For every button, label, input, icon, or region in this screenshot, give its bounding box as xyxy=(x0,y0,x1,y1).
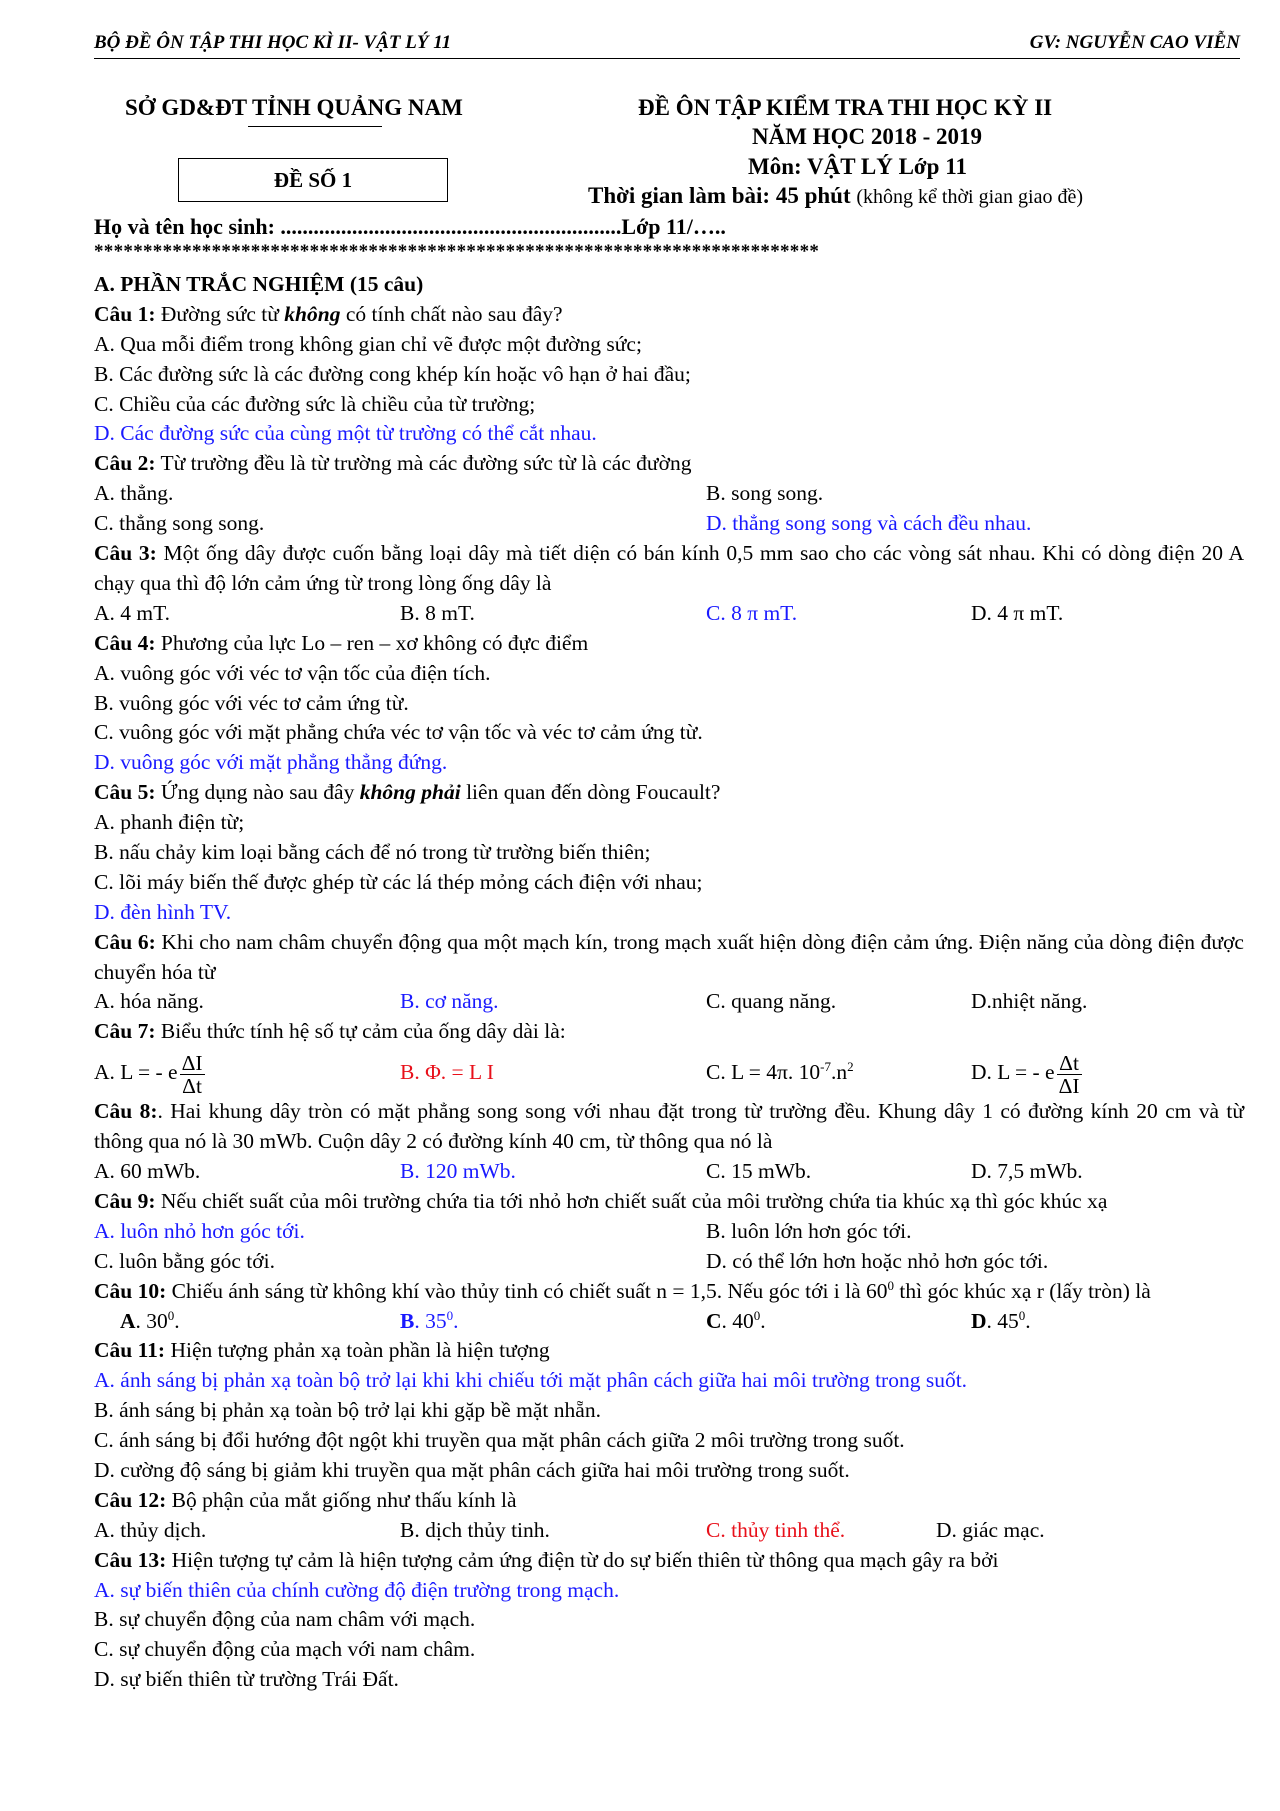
q13-text: Hiện tượng tự cảm là hiện tượng cảm ứng điện từ do sự biến thiên từ thông qua mạch gây ra bởi xyxy=(166,1547,999,1572)
q13-option-c: C. sự chuyển động của mạch với nam châm. xyxy=(94,1637,476,1662)
q7-c-exp2: 2 xyxy=(847,1059,854,1075)
q4-text: Phương của lực Lo – ren – xơ không có đực điểm xyxy=(155,630,589,655)
exam-code-box: ĐỀ SỐ 1 xyxy=(178,158,448,202)
q7-a-num: ΔI xyxy=(181,1050,203,1075)
q10-a-label: A xyxy=(120,1308,136,1333)
q1-label: Câu 1: xyxy=(94,301,156,326)
q4-label: Câu 4: xyxy=(94,630,156,655)
q12-text: Bộ phận của mắt giống như thấu kính là xyxy=(166,1487,517,1512)
q6-option-d: D.nhiệt năng. xyxy=(971,989,1088,1014)
q6-option-c: C. quang năng. xyxy=(706,989,837,1014)
q10-c-dot: . xyxy=(760,1308,766,1333)
running-header-right: GV: NGUYỄN CAO VIỄN xyxy=(1029,32,1240,53)
q5-text-end: liên quan đến dòng Foucault? xyxy=(460,780,721,805)
q12-label: Câu 12: xyxy=(94,1487,167,1512)
question-12 xyxy=(94,1486,1244,1516)
department-name: SỞ GD&ĐT TỈNH QUẢNG NAM xyxy=(125,95,463,120)
q2-option-a: A. thẳng. xyxy=(94,481,174,506)
q9-option-c: C. luôn bằng góc tới. xyxy=(94,1248,275,1273)
q3-options xyxy=(94,599,1244,629)
q3-text: Một ống dây được cuốn bằng loại dây mà tiết diện có bán kính 0,5 mm sao cho các vòng sát nhau. Khi có dòng điện 20 A chạy qua thì độ lớn cảm ứng từ trong lòng ống dây là xyxy=(94,541,1244,595)
q6-label: Câu 6: xyxy=(94,929,156,954)
running-header xyxy=(94,30,1240,59)
q10-option-d xyxy=(971,1307,1031,1337)
q1-option-d: D. Các đường sức của cùng một từ trường có thể cắt nhau. xyxy=(94,421,597,446)
school-year: NĂM HỌC 2018 - 2019 xyxy=(752,124,982,149)
q3-option-b: B. 8 mT. xyxy=(400,600,475,625)
q10-d-degree: 0 xyxy=(1018,1307,1026,1323)
q10-a-degree: 0 xyxy=(167,1307,175,1323)
question-5 xyxy=(94,778,1244,808)
q5-option-b: B. nấu chảy kim loại bằng cách để nó trong từ trường biến thiên; xyxy=(94,839,651,864)
department-underline xyxy=(248,126,382,127)
running-header-left: BỘ ĐỀ ÔN TẬP THI HỌC KÌ II- VẬT LÝ 11 xyxy=(94,32,452,53)
q10-text-1: Chiếu ánh sáng từ không khí vào thủy tinh có chiết suất n = 1,5. Nếu góc tới i là 60 xyxy=(166,1278,888,1303)
q10-label: Câu 10: xyxy=(94,1278,167,1303)
q7-c-main: C. L = 4π. 10 xyxy=(706,1060,821,1085)
q10-c-value: . 40 xyxy=(721,1308,754,1333)
q7-option-b: B. Φ. = L I xyxy=(400,1060,494,1085)
q7-label: Câu 7: xyxy=(94,1019,156,1044)
q1-text-end: có tính chất nào sau đây? xyxy=(340,301,563,326)
q10-a-value: . 30 xyxy=(135,1308,168,1333)
q11-option-c: C. ánh sáng bị đổi hướng đột ngột khi truyền qua mặt phân cách giữa 2 môi trường trong suốt. xyxy=(94,1428,905,1453)
time-note: (không kể thời gian giao đề) xyxy=(856,186,1084,208)
q2-options-row-2 xyxy=(94,509,1244,539)
q7-d-label: D. xyxy=(971,1060,992,1085)
q5-option-a: A. phanh điện từ; xyxy=(94,810,245,835)
q11-option-b: B. ánh sáng bị phản xạ toàn bộ trở lại khi gặp bề mặt nhẵn. xyxy=(94,1398,601,1423)
q2-option-c: C. thẳng song song. xyxy=(94,511,265,536)
q12-option-b: B. dịch thủy tinh. xyxy=(400,1517,550,1542)
question-9 xyxy=(94,1187,1244,1217)
q2-label: Câu 2: xyxy=(94,451,156,476)
q9-option-d: D. có thể lớn hơn hoặc nhỏ hơn góc tới. xyxy=(706,1248,1049,1273)
q1-option-b: B. Các đường sức là các đường cong khép kín hoặc vô hạn ở hai đầu; xyxy=(94,361,691,386)
q10-c-label: C xyxy=(706,1308,722,1333)
q3-option-c: C. 8 π mT. xyxy=(706,600,798,625)
question-6 xyxy=(94,928,1244,988)
q9-options-row-2 xyxy=(94,1247,1244,1277)
q11-option-d: D. cường độ sáng bị giảm khi truyền qua mặt phân cách giữa hai môi trường trong suốt. xyxy=(94,1457,850,1482)
q9-options-row-1 xyxy=(94,1217,1244,1247)
q2-text: Từ trường đều là từ trường mà các đường sức từ là các đường xyxy=(155,451,692,476)
q7-option-a xyxy=(94,1047,205,1097)
q8-options xyxy=(94,1157,1244,1187)
q10-option-b xyxy=(400,1307,458,1337)
q12-option-d: D. giác mạc. xyxy=(936,1517,1045,1542)
section-title: A. PHẦN TRẮC NGHIỆM (15 câu) xyxy=(94,272,424,296)
q12-option-a: A. thủy dịch. xyxy=(94,1517,207,1542)
q7-a-expr: L = - e xyxy=(120,1060,178,1085)
q9-option-a: A. luôn nhỏ hơn góc tới. xyxy=(94,1218,305,1243)
question-1 xyxy=(94,300,1244,330)
q4-option-d: D. vuông góc với mặt phẳng thẳng đứng. xyxy=(94,750,448,775)
q8-option-a: A. 60 mWb. xyxy=(94,1159,201,1184)
q6-text: Khi cho nam châm chuyển động qua một mạch kín, trong mạch xuất hiện dòng điện cảm ứng. Điện năng của dòng điện được chuyển hóa từ xyxy=(94,929,1244,984)
q10-text-2: thì góc khúc xạ r (lấy tròn) là xyxy=(894,1278,1151,1303)
q8-option-b: B. 120 mWb. xyxy=(400,1159,516,1184)
q7-c-mid: .n xyxy=(831,1060,848,1085)
q1-emphasis: không xyxy=(284,301,341,326)
q4-option-c: C. vuông góc với mặt phẳng chứa véc tơ vận tốc và véc tơ cảm ứng từ. xyxy=(94,720,703,745)
question-2 xyxy=(94,449,1244,479)
time-bold: Thời gian làm bài: 45 phút xyxy=(588,183,851,208)
question-3 xyxy=(94,539,1244,599)
q5-text: Ứng dụng nào sau đây xyxy=(155,780,360,805)
q7-c-exp: -7 xyxy=(820,1059,831,1075)
q4-option-b: B. vuông góc với véc tơ cảm ứng từ. xyxy=(94,690,409,715)
q7-d-fraction xyxy=(1057,1052,1082,1097)
q2-option-b: B. song song. xyxy=(706,481,824,506)
q6-option-a: A. hóa năng. xyxy=(94,989,204,1014)
q10-d-dot: . xyxy=(1025,1308,1031,1333)
q7-d-expr: L = - e xyxy=(997,1060,1055,1085)
question-4 xyxy=(94,629,1244,659)
q5-option-d: D. đèn hình TV. xyxy=(94,899,232,924)
q4-option-a: A. vuông góc với véc tơ vận tốc của điện tích. xyxy=(94,660,491,685)
q5-option-c: C. lõi máy biến thế được ghép từ các lá thép mỏng cách điện với nhau; xyxy=(94,869,703,894)
q11-text: Hiện tượng phản xạ toàn phần là hiện tượng xyxy=(165,1338,550,1363)
q10-b-value: . 35 xyxy=(414,1308,447,1333)
q7-a-fraction xyxy=(180,1052,205,1097)
q10-degree: 0 xyxy=(887,1277,895,1293)
q11-option-a: A. ánh sáng bị phản xạ toàn bộ trở lại khi khi chiếu tới mặt phân cách giữa hai môi trường trong suốt. xyxy=(94,1368,968,1393)
q8-option-d: D. 7,5 mWb. xyxy=(971,1159,1083,1184)
question-13 xyxy=(94,1546,1244,1576)
q7-options xyxy=(94,1047,1244,1097)
q5-label: Câu 5: xyxy=(94,780,156,805)
q7-d-den: ΔI xyxy=(1058,1073,1080,1098)
student-info-line: Họ và tên học sinh: ..............................................................Lớp 11/….. xyxy=(94,214,726,239)
question-11 xyxy=(94,1336,1244,1366)
question-8 xyxy=(94,1097,1244,1157)
q13-option-a: A. sự biến thiên của chính cường độ điện trường trong mạch. xyxy=(94,1577,620,1602)
q10-c-degree: 0 xyxy=(753,1307,761,1323)
question-7 xyxy=(94,1017,1244,1047)
q3-option-d: D. 4 π mT. xyxy=(971,600,1064,625)
q6-options xyxy=(94,987,1244,1017)
q10-option-c xyxy=(706,1307,766,1337)
time-line xyxy=(588,183,1083,209)
q3-label: Câu 3: xyxy=(94,541,157,566)
q8-option-c: C. 15 mWb. xyxy=(706,1159,812,1184)
q7-a-label: A. xyxy=(94,1060,115,1085)
q7-option-c xyxy=(706,1047,854,1097)
q7-d-num: Δt xyxy=(1057,1052,1082,1075)
questions xyxy=(94,270,1244,1695)
q13-label: Câu 13: xyxy=(94,1547,167,1572)
q10-b-degree: 0 xyxy=(446,1307,454,1323)
q1-text: Đường sức từ xyxy=(155,301,285,326)
star-divider: ************************************************************************** xyxy=(94,241,820,262)
q10-b-label: B xyxy=(400,1308,415,1333)
q10-d-label: D xyxy=(971,1308,987,1333)
q6-option-b: B. cơ năng. xyxy=(400,989,499,1014)
q3-option-a: A. 4 mT. xyxy=(94,600,171,625)
q10-options xyxy=(94,1307,1244,1337)
q7-option-d xyxy=(971,1047,1082,1097)
q10-a-dot: . xyxy=(174,1308,180,1333)
q8-label: Câu 8: xyxy=(94,1099,158,1124)
q9-label: Câu 9: xyxy=(94,1188,156,1213)
q12-options xyxy=(94,1516,1244,1546)
q9-text: Nếu chiết suất của môi trường chứa tia tới nhỏ hơn chiết suất của môi trường chứa tia khúc xạ thì góc khúc xạ xyxy=(155,1188,1108,1213)
q10-d-value: . 45 xyxy=(986,1308,1019,1333)
exam-title: ĐỀ ÔN TẬP KIỂM TRA THI HỌC KỲ II xyxy=(638,95,1053,120)
q10-option-a xyxy=(120,1307,180,1337)
subject-line: Môn: VẬT LÝ Lớp 11 xyxy=(748,154,967,179)
q8-text: . Hai khung dây tròn có mặt phẳng song song với nhau đặt trong từ trường đều. Khung dây 1 có đường kính 20 cm và từ thông qua nó là 30 mWb. Cuộn dây 2 có đường kính 40 cm, từ thông qua nó là xyxy=(94,1099,1244,1154)
q11-label: Câu 11: xyxy=(94,1338,166,1363)
q7-a-den: Δt xyxy=(182,1073,202,1098)
q1-option-a: A. Qua mỗi điểm trong không gian chỉ vẽ được một đường sức; xyxy=(94,331,642,356)
q5-emphasis: không phải xyxy=(359,780,461,805)
q2-option-d: D. thẳng song song và cách đều nhau. xyxy=(706,511,1032,536)
q2-options-row-1 xyxy=(94,479,1244,509)
q13-option-d: D. sự biến thiên từ trường Trái Đất. xyxy=(94,1667,399,1692)
q12-option-c: C. thủy tinh thể. xyxy=(706,1517,846,1542)
question-10 xyxy=(94,1277,1244,1307)
q13-option-b: B. sự chuyển động của nam châm với mạch. xyxy=(94,1607,476,1632)
q1-option-c: C. Chiều của các đường sức là chiều của từ trường; xyxy=(94,391,536,416)
q10-b-dot: . xyxy=(453,1308,459,1333)
q7-text: Biểu thức tính hệ số tự cảm của ống dây dài là: xyxy=(155,1019,566,1044)
q9-option-b: B. luôn lớn hơn góc tới. xyxy=(706,1218,912,1243)
